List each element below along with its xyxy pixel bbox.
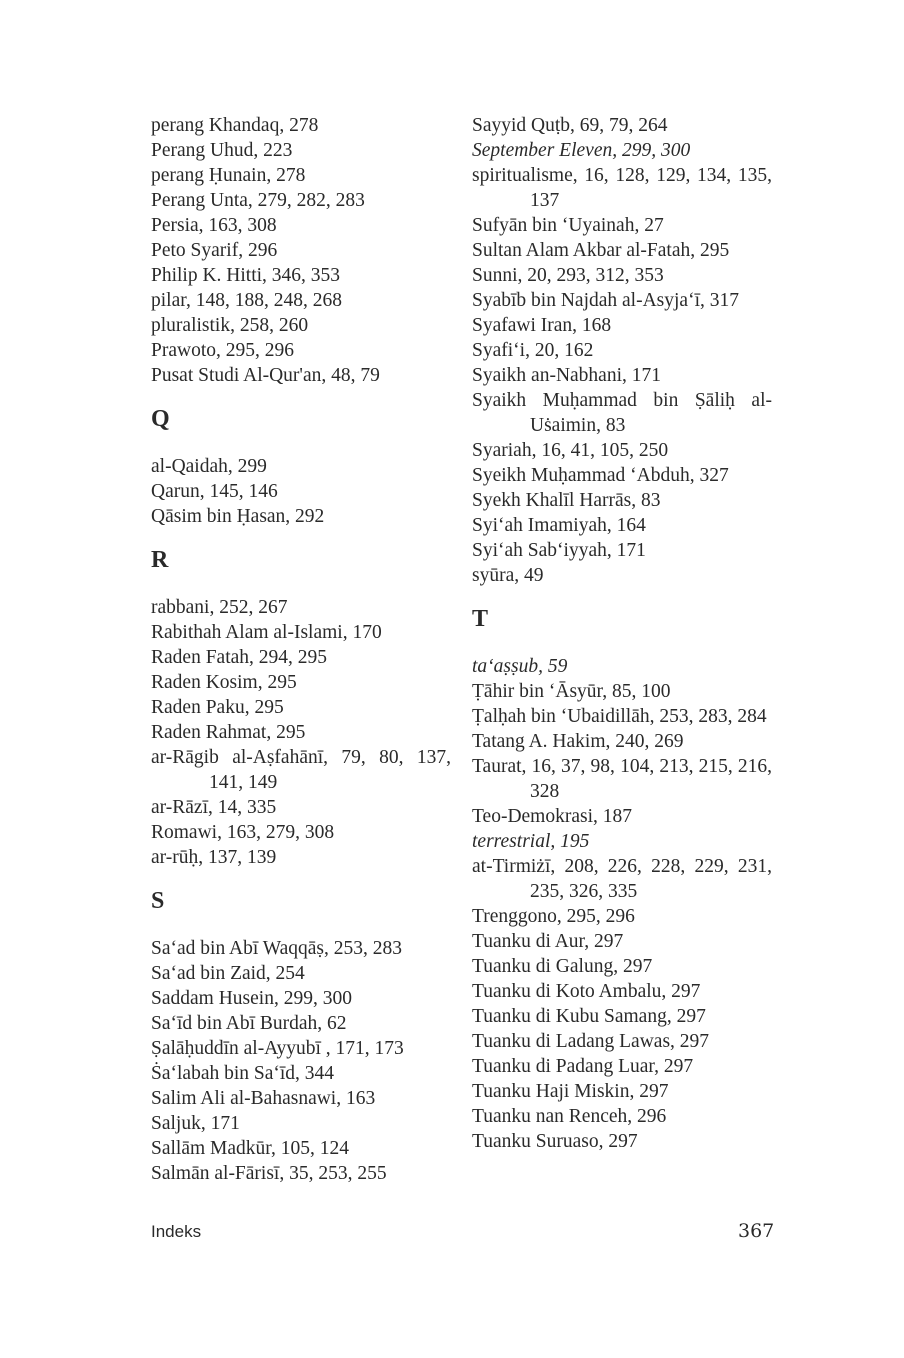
index-entry: ar-Rāzī, 14, 335: [151, 797, 277, 818]
index-entry: Sultan Alam Akbar al-Fatah, 295: [472, 240, 730, 261]
index-entry: Peto Syarif, 296: [151, 240, 278, 261]
index-entry: Sa‘īd bin Abī Burdah, 62: [151, 1013, 347, 1034]
index-entry: Syaikh an-Nabhani, 171: [472, 365, 662, 386]
index-entry: Tuanku nan Renceh, 296: [472, 1106, 667, 1127]
index-entry: Syeikh Muḥammad ‘Abduh, 327: [472, 465, 729, 486]
index-entry: Saddam Husein, 299, 300: [151, 988, 352, 1009]
index-entry: Sa‘ad bin Zaid, 254: [151, 963, 305, 984]
index-entry: perang Khandaq, 278: [151, 115, 319, 136]
index-entry: Syekh Khalīl Harrās, 83: [472, 490, 661, 511]
index-entry: Syi‘ah Sab‘iyyah, 171: [472, 540, 646, 561]
index-entry: Tatang A. Hakim, 240, 269: [472, 731, 684, 752]
index-entry: terrestrial, 195: [472, 831, 590, 852]
index-entry: Tuanku di Ladang Lawas, 297: [472, 1031, 710, 1052]
index-entry: Raden Paku, 295: [151, 697, 284, 718]
index-column-left: [151, 113, 451, 1186]
index-entry: Sunni, 20, 293, 312, 353: [472, 265, 664, 286]
index-entry: Tuanku Suruaso, 297: [472, 1131, 638, 1152]
index-entry: Sa‘ad bin Abī Waqqāṣ, 253, 283: [151, 938, 403, 959]
index-entry: ta‘aṣṣub, 59: [472, 656, 568, 677]
index-entry: Tuanku Haji Miskin, 297: [472, 1081, 669, 1102]
index-entry: Tuanku di Galung, 297: [472, 956, 653, 977]
index-entry: Persia, 163, 308: [151, 215, 277, 236]
index-entry: Pusat Studi Al-Qur'an, 48, 79: [151, 365, 380, 386]
page-number: 367: [738, 1220, 775, 1242]
index-entry: Trenggono, 295, 296: [472, 906, 635, 927]
index-entry: Syi‘ah Imamiyah, 164: [472, 515, 646, 536]
index-entry: Raden Rahmat, 295: [151, 722, 306, 743]
index-entry: Teo-Demokrasi, 187: [472, 806, 633, 827]
index-entry: Syafawi Iran, 168: [472, 315, 612, 336]
index-entry: Ṭāhir bin ‘Āsyūr, 85, 100: [472, 681, 671, 702]
index-entry: Ṭalḥah bin ‘Ubaidillāh, 253, 283, 284: [472, 706, 767, 727]
index-entry: Tuanku di Padang Luar, 297: [472, 1056, 694, 1077]
index-entry: Ṣalāḥuddīn al-Ayyubī , 171, 173: [151, 1038, 404, 1059]
index-entry: Tuanku di Kubu Samang, 297: [472, 1006, 706, 1027]
section-letter-s: S: [151, 888, 165, 914]
section-letter-t: T: [472, 606, 489, 632]
index-entry: September Eleven, 299, 300: [472, 140, 691, 161]
index-entry: Salim Ali al-Bahasnawi, 163: [151, 1088, 376, 1109]
index-entry: rabbani, 252, 267: [151, 597, 288, 618]
index-entry: Tuanku di Aur, 297: [472, 931, 624, 952]
index-entry: syūra, 49: [472, 565, 544, 586]
index-entry: Raden Fatah, 294, 295: [151, 647, 328, 668]
index-entry: Prawoto, 295, 296: [151, 340, 294, 361]
index-entry: Syafi‘i, 20, 162: [472, 340, 594, 361]
index-entry: Ṡa‘labah bin Sa‘īd, 344: [151, 1063, 335, 1084]
index-entry: Philip K. Hitti, 346, 353: [151, 265, 341, 286]
index-entry: Romawi, 163, 279, 308: [151, 822, 335, 843]
index-entry: Tuanku di Koto Ambalu, 297: [472, 981, 701, 1002]
index-entry: spiritualisme, 16, 128, 129, 134, 135, 137: [472, 165, 772, 211]
index-entry: Sallām Madkūr, 105, 124: [151, 1138, 349, 1159]
index-entry: Sufyān bin ‘Uyainah, 27: [472, 215, 664, 236]
index-entry: Sayyid Quṭb, 69, 79, 264: [472, 115, 668, 136]
index-entry: Qāsim bin Ḥasan, 292: [151, 506, 325, 527]
index-entry: Saljuk, 171: [151, 1113, 240, 1134]
index-entry: Salmān al-Fārisī, 35, 253, 255: [151, 1163, 387, 1184]
index-entry: ar-Rāgib al-Aṣfahānī, 79, 80, 137, 141, 149: [151, 747, 451, 793]
footer-section-label: Indeks: [151, 1222, 202, 1241]
index-entry: Syariah, 16, 41, 105, 250: [472, 440, 669, 461]
index-entry: Taurat, 16, 37, 98, 104, 213, 215, 216, 328: [472, 756, 772, 802]
index-entry: Qarun, 145, 146: [151, 481, 278, 502]
index-entry: Perang Unta, 279, 282, 283: [151, 190, 365, 211]
index-entry: pluralistik, 258, 260: [151, 315, 309, 336]
index-entry: al-Qaidah, 299: [151, 456, 267, 477]
index-entry: perang Ḥunain, 278: [151, 165, 306, 186]
index-entry: Perang Uhud, 223: [151, 140, 293, 161]
index-entry: Syaikh Muḥammad bin Ṣāliḥ al-Uṡaimin, 83: [472, 390, 772, 436]
index-column-right: [472, 113, 772, 1154]
index-entry: Raden Kosim, 295: [151, 672, 297, 693]
index-entry: ar-rūḥ, 137, 139: [151, 847, 277, 868]
index-entry: Rabithah Alam al-Islami, 170: [151, 622, 382, 643]
index-entry: Syabīb bin Najdah al-Asyja‘ī, 317: [472, 290, 739, 311]
index-entry: at-Tirmiżī, 208, 226, 228, 229, 231, 235, 326, 335: [472, 856, 772, 902]
index-entry: pilar, 148, 188, 248, 268: [151, 290, 342, 311]
section-letter-r: R: [151, 547, 169, 573]
section-letter-q: Q: [151, 406, 170, 432]
